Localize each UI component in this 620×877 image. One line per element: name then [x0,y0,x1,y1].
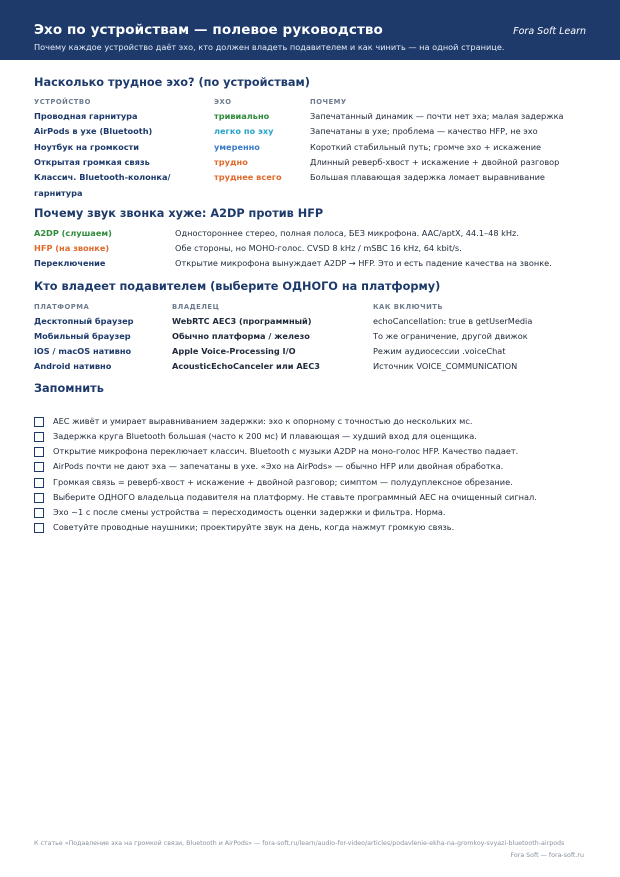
section-title-a2dp-hfp: Почему звук звонка хуже: A2DP против HFP [34,207,324,220]
checklist-text: Советуйте проводные наушники; проектируйте звук на день, когда нажмут громкую связь. [53,522,455,532]
checklist-text: AirPods почти не дают эха — запечатаны в ухе. «Эхо на AirPods» — обычно HFP или двойная обработка. [53,461,504,471]
section-title-remember: Запомнить [34,382,104,395]
checkbox[interactable] [34,508,44,518]
device-cell: Классич. Bluetooth-колонка/гарнитура [34,172,171,198]
echo-level-cell: труднее всего [214,172,282,182]
profile-label: HFP (на звонке) [34,243,110,253]
device-cell: Проводная гарнитура [34,111,138,121]
why-cell: Короткий стабильный путь; громче эхо + искажение [310,142,542,152]
profile-description: Открытие микрофона вынуждает A2DP → HFP. Это и есть падение качества на звонке. [175,258,552,268]
checklist-item [34,490,594,504]
section-title-echo-difficulty: Насколько трудное эхо? (по устройствам) [34,76,310,89]
checklist-text: Эхо ~1 с после смены устройства = пересходимость оценки задержки и фильтра. Норма. [53,507,446,517]
column-header-why: ПОЧЕМУ [310,98,347,106]
page-subtitle: Почему каждое устройство даёт эхо, кто должен владеть подавителем и как чинить — на одной странице. [34,42,505,52]
checklist-item [34,444,594,458]
how-cell: Режим аудиосессии .voiceChat [373,346,506,356]
column-header-platform: ПЛАТФОРМА [34,303,90,311]
owner-cell: Обычно платформа / железо [172,331,310,341]
page-header [0,0,620,60]
platform-cell: Мобильный браузер [34,331,131,341]
checkbox[interactable] [34,462,44,472]
profile-description: Одностороннее стерео, полная полоса, БЕЗ микрофона. AAC/aptX, 44.1–48 kHz. [175,228,519,238]
why-cell: Запечатаны в ухе; проблема — качество HFP, не эхо [310,126,538,136]
column-header-owner: ВЛАДЕЛЕЦ [172,303,220,311]
checklist-item [34,505,594,519]
checklist-text: Выберите ОДНОГО владельца подавителя на платформу. Не ставьте программный AEC на очищенный сигнал. [53,492,537,502]
checklist-item [34,429,594,443]
owner-cell: AcousticEchoCanceler или AEC3 [172,361,320,371]
device-cell: Открытая громкая связь [34,157,150,167]
echo-level-cell: тривиально [214,111,270,121]
checklist-item [34,475,594,489]
checkbox[interactable] [34,447,44,457]
checklist-text: Задержка круга Bluetooth большая (часто к 200 мс) И плавающая — худший вход для оценщика. [53,431,477,441]
checkbox[interactable] [34,493,44,503]
checklist-item [34,414,594,428]
how-cell: Источник VOICE_COMMUNICATION [373,361,518,371]
owner-cell: WebRTC AEC3 (программный) [172,316,312,326]
section-title-suppressor-owner: Кто владеет подавителем (выберите ОДНОГО на платформу) [34,280,441,293]
how-cell: То же ограничение, другой движок [373,331,528,341]
checkbox[interactable] [34,523,44,533]
profile-label: A2DP (слушаем) [34,228,112,238]
profile-description: Обе стороны, но МОНО-голос. CVSD 8 kHz / mSBC 16 kHz, 64 kbit/s. [175,243,462,253]
echo-level-cell: умеренно [214,142,260,152]
profile-label: Переключение [34,258,106,268]
how-cell: echoCancellation: true в getUserMedia [373,316,533,326]
checklist-text: Открытие микрофона переключает классич. Bluetooth с музыки A2DP на моно-голос HFP. Качество падает. [53,446,519,456]
column-header-device: УСТРОЙСТВО [34,98,91,106]
brand-name: Fora Soft Learn [513,26,586,37]
checklist-item [34,520,594,534]
checklist-text: Громкая связь = реверб-хвост + искажение + двойной разговор; симптом — полудуплексное обрезание. [53,477,513,487]
device-cell: AirPods в ухе (Bluetooth) [34,126,153,136]
platform-cell: Десктопный браузер [34,316,134,326]
echo-level-cell: легко по эху [214,126,274,136]
platform-cell: iOS / macOS нативно [34,346,132,356]
checkbox[interactable] [34,417,44,427]
column-header-how: КАК ВКЛЮЧИТЬ [373,303,444,311]
checkbox[interactable] [34,432,44,442]
checklist-text: AEC живёт и умирает выравниванием задержки: эхо к опорному с точностью до нескольких мс. [53,416,473,426]
owner-cell: Apple Voice-Processing I/O [172,346,296,356]
why-cell: Большая плавающая задержка ломает выравнивание [310,172,545,182]
column-header-echo: ЭХО [214,98,232,106]
why-cell: Длинный реверб-хвост + искажение + двойной разговор [310,157,560,167]
footer-copyright: Fora Soft — fora-soft.ru [510,852,584,859]
footer-source: К статье «Подавление эха на громкой связи, Bluetooth и AirPods» — fora-soft.ru/learn/audio-for-video/articles/podavlenie-ekha-na-gromkoy-svyazi-bluetooth-airpods [34,840,565,847]
page-title: Эхо по устройствам — полевое руководство [34,22,383,38]
why-cell: Запечатанный динамик — почти нет эха; малая задержка [310,111,564,121]
checkbox[interactable] [34,478,44,488]
echo-level-cell: трудно [214,157,248,167]
checklist-item [34,459,594,473]
platform-cell: Android нативно [34,361,112,371]
device-cell: Ноутбук на громкости [34,142,140,152]
